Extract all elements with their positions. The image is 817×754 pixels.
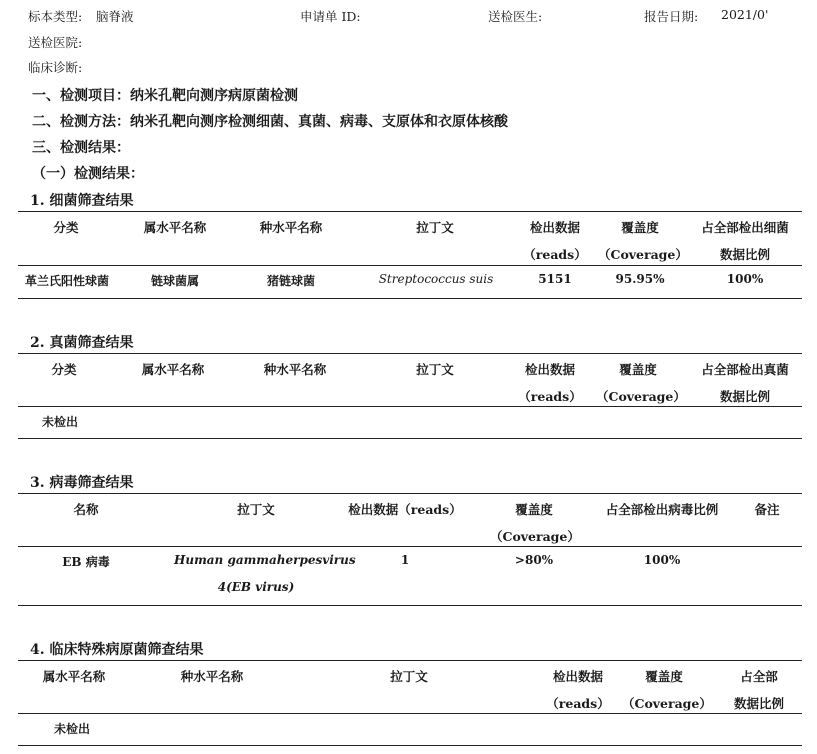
col-latin: 拉丁文 [416,220,454,235]
col-genus: 属水平名称 [141,362,205,377]
col-reads: 检出数据（reads） [348,502,462,517]
bacteria-species: 猪链球菌 [266,274,315,288]
virus-title: 3. 病毒筛查结果 [30,475,134,491]
special-bottom-rule [18,745,802,746]
sub-result-heading: （一）检测结果： [32,166,144,182]
fungi-top-rule [18,353,802,354]
report-date-value: 2021/0' [721,7,769,22]
col-reads: 检出数据 [529,220,580,235]
fungi-empty: 未检出 [42,415,79,429]
bacteria-coverage: 95.95% [615,272,665,286]
col-note: 备注 [754,502,780,517]
diagnosis-label: 临床诊断: [28,60,83,75]
col-species: 种水平名称 [180,669,244,684]
bacteria-genus: 链球菌属 [150,274,199,288]
col-latin: 拉丁文 [237,502,275,517]
col-ratio-2: 数据比例 [719,247,770,262]
virus-header-rule [18,546,802,547]
col-ratio: 占全部检出真菌 [701,362,789,377]
col-name: 名称 [73,502,99,517]
col-coverage: 覆盖度 [621,220,659,235]
special-top-rule [18,660,802,661]
col-genus: 属水平名称 [42,669,106,684]
col-species: 种水平名称 [263,362,327,377]
bacteria-ratio: 100% [726,272,764,286]
col-category: 分类 [51,362,77,377]
virus-reads: 1 [400,553,410,567]
col-coverage-unit: （Coverage） [596,389,686,404]
col-reads-unit: （reads） [546,696,610,711]
col-reads: 检出数据 [552,669,603,684]
col-reads-unit: （reads） [523,247,587,262]
col-reads: 检出数据 [524,362,575,377]
special-title: 4. 临床特殊病原菌筛查结果 [30,642,204,658]
hospital-label: 送检医院: [28,35,83,50]
report-date-label: 报告日期: [644,9,699,24]
virus-top-rule [18,493,802,494]
doctor-label: 送检医生: [488,9,543,24]
bacteria-header-rule [18,265,802,266]
col-ratio-2: 数据比例 [719,389,770,404]
detection-method-heading: 二、检测方法：纳米孔靶向测序检测细菌、真菌、病毒、支原体和衣原体核酸 [32,114,508,130]
fungi-title: 2. 真菌筛查结果 [30,335,134,351]
col-coverage-unit: （Coverage） [598,247,688,262]
fungi-header-rule [18,406,802,407]
col-coverage: 覆盖度 [515,502,553,517]
virus-name: EB 病毒 [62,555,110,569]
detection-item-heading: 一、检测项目：纳米孔靶向测序病原菌检测 [32,88,298,104]
col-ratio: 占全部 [740,669,778,684]
col-genus: 属水平名称 [143,220,207,235]
col-ratio-2: 数据比例 [733,696,784,711]
col-latin: 拉丁文 [390,669,428,684]
col-ratio: 占全部检出病毒比例 [605,502,719,517]
col-reads-unit: （reads） [518,389,582,404]
col-species: 种水平名称 [259,220,323,235]
virus-coverage: >80% [514,553,554,567]
request-id-label: 申请单 ID: [300,9,361,24]
specimen-value: 脑脊液 [96,9,134,24]
bacteria-top-rule [18,211,802,212]
specimen-label: 标本类型: [28,9,83,24]
virus-latin-line2: 4(EB virus) [217,580,295,594]
col-coverage-unit: （Coverage） [490,529,580,544]
col-coverage: 覆盖度 [645,669,683,684]
virus-ratio: 100% [643,553,681,567]
virus-bottom-rule [18,605,802,606]
special-header-rule [18,713,802,714]
col-coverage-unit: （Coverage） [622,696,712,711]
col-ratio: 占全部检出细菌 [701,220,789,235]
bacteria-bottom-rule [18,298,802,299]
virus-latin-line1: Human gammaherpesvirus [174,553,356,567]
bacteria-title: 1. 细菌筛查结果 [30,193,134,209]
bacteria-category: 革兰氏阳性球菌 [24,274,109,288]
bacteria-latin: Streptococcus suis [378,272,494,286]
col-category: 分类 [53,220,79,235]
col-latin: 拉丁文 [416,362,454,377]
bacteria-reads: 5151 [538,272,572,286]
detection-result-heading: 三、检测结果： [32,140,130,156]
special-empty: 未检出 [54,722,91,736]
col-coverage: 覆盖度 [619,362,657,377]
fungi-bottom-rule [18,438,802,439]
